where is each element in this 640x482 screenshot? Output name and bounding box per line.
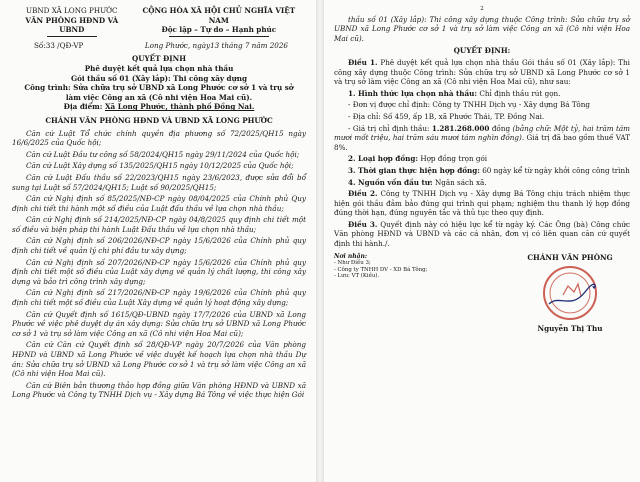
legal-basis: Căn cứ Quyết định số 1615/QĐ-UBND ngày 17/7/2026 của UBND xã Long Phước về việc phê duyệt dự án xây dựng: Sửa chữa trụ sở UBND xã Long Phước cơ sở 1 và trụ sở làm việc Công an xã (Cô nhi viện Hoa Mai cũ); <box>12 309 306 338</box>
article-3-label: Điều 3. <box>348 219 378 229</box>
legal-basis: Căn cứ Luật Đấu thầu số 22/2023/QH15 ngày 23/6/2023, được sửa đổi bổ sung tại Luật số 57/2024/QH15; Luật số 90/2025/QH15; <box>12 172 306 192</box>
price-words: (bằng chữ: Một tỷ, hai trăm tám mươi mốt triệu, hai trăm sáu mươi tám nghìn đồng). <box>334 123 630 143</box>
article-3-text: Quyết định này có hiệu lực kể từ ngày ký. Các Ông (bà) Công chức Văn phòng HĐND và UBND và các cá nhân, đơn vị có liên quan căn cứ quyết định thi hành./. <box>334 219 630 249</box>
article-1-label: Điều 1. <box>348 57 378 67</box>
recipient: - Như Điều 3; <box>334 260 371 267</box>
agency-underline <box>47 36 97 37</box>
doc-type: QUYẾT ĐỊNH <box>132 54 186 64</box>
article-2 <box>334 189 630 218</box>
legal-basis: Căn cứ Luật Đầu tư công số 58/2024/QH15 ngày 29/11/2024 của Quốc hội; <box>26 149 300 159</box>
national-motto <box>132 6 306 37</box>
signer-title: CHÁNH VĂN PHÒNG <box>527 252 613 262</box>
agency-line-2: VĂN PHÒNG HĐND VÀ UBND <box>25 15 119 35</box>
seal-graphic <box>541 264 599 322</box>
doc-meta <box>12 41 306 51</box>
item-1-label: 1. Hình thức lựa chọn nhà thầu: <box>348 88 478 98</box>
price-unit: đồng <box>491 123 511 133</box>
legal-basis: Căn cứ Nghị định số 85/2025/NĐ-CP ngày 08/04/2025 của Chính phủ Quy định chi tiết thi hành một số điều của Luật đấu thầu về lựa chọn nhà thầu; <box>12 194 306 213</box>
title-line-1: Phê duyệt kết quả lựa chọn nhà thầu <box>84 63 234 73</box>
article-2-text: Công ty TNHH Dịch vụ - Xây dựng Bá Tông chịu trách nhiệm thực hiện gói thầu đảm bảo đúng qui trình qui phạm; nghiệm thu thanh lý hợp đồng đúng thời hạn, đúng nguyên tắc và thủ tục theo quy định. <box>334 189 630 218</box>
article-1-text: Phê duyệt kết quả lựa chọn nhà thầu Gói thầu số 01 (Xây lắp): Thi công xây dựng thuộc Công trình: Sửa chữa trụ sở UBND xã Long Phước cơ sở 1 và trụ sở làm việc Công an xã (Cô nhi viện Hoa Mai cũ), như sau: <box>334 57 630 87</box>
price-value: 1.281.268.000 <box>431 123 490 133</box>
price-vat: Giá trị đã bao gồm thuế VAT 8%. <box>334 133 630 152</box>
title-line-5 <box>12 102 306 112</box>
legal-basis: Căn cứ Luật Xây dựng số 135/2025/QH15 ngày 10/12/2025 của Quốc hội; <box>26 161 294 171</box>
issuing-agency <box>12 6 132 37</box>
place-date: Long Phước, ngày13 tháng 7 năm 2026 <box>144 40 288 50</box>
signer-name: Nguyễn Thị Thu <box>537 324 603 334</box>
location-label: Địa điểm: <box>63 102 103 112</box>
item-3-label: 3. Thời gian thực hiện hợp đồng: <box>348 165 480 175</box>
doc-title-block <box>12 54 306 112</box>
recipient: - Lưu: VT (Kiều). <box>334 273 380 280</box>
title-line-4: làm việc Công an xã (Cô nhi viện Hoa Mai cũ). <box>65 92 253 102</box>
title-line-2: Gói thầu số 01 (Xây lắp): Thi công xây dựng <box>70 73 248 83</box>
nation-line-2: Độc lập – Tự do – Hạnh phúc <box>161 25 277 35</box>
recipients-block <box>334 253 484 334</box>
location-value: Xã Long Phước, thành phố Đồng Nai. <box>104 102 255 112</box>
item-3 <box>334 166 630 176</box>
legal-basis: Căn cứ Căn cứ Quyết định số 28/QĐ-VP ngày 20/7/2026 của Văn phòng HĐND và UBND xã Long Phước về việc duyệt kế hoạch lựa chọn nhà thầu Dự án: Sửa chữa trụ sở UBND xã Long Phước cơ sở 1 và trụ sở làm việc Công an xã (Cô nhi viện Hoa Mai cũ). <box>12 340 306 379</box>
legal-bases <box>12 129 306 400</box>
item-2-value: Hợp đồng trọn gói <box>420 154 488 164</box>
agency-line-1: UBND XÃ LONG PHƯỚC <box>26 6 118 15</box>
signature-block <box>510 253 630 334</box>
item-4 <box>334 178 630 188</box>
title-line-3: Công trình: Sửa chữa trụ sở UBND xã Long Phước cơ sở 1 và trụ sở <box>24 83 294 93</box>
recipient: - Công ty TNHH DV - XD Bá Tông; <box>334 266 428 273</box>
item-3-value: 60 ngày kể từ ngày khởi công công trình <box>482 165 630 175</box>
recipients-label: Nơi nhận: <box>334 252 368 260</box>
intro-paragraph: thầu số 01 (Xây lắp): Thi công xây dựng thuộc Công trình: Sửa chữa trụ sở UBND xã Long Phước cơ sở 1 và trụ sở làm việc Công an xã (Cô nhi viện Hoa Mai cũ). <box>334 14 630 43</box>
nation-line-1: CỘNG HÒA XÃ HỘI CHỦ NGHĨA VIỆT NAM <box>142 6 296 25</box>
item-1 <box>334 89 630 99</box>
legal-basis: Căn cứ Luật Tổ chức chính quyền địa phương số 72/2025/QH15 ngày 16/6/2025 của Quốc hội; <box>12 128 306 148</box>
article-1 <box>334 58 630 87</box>
motto-underline <box>169 36 269 37</box>
authority-heading: CHÁNH VĂN PHÒNG HĐND VÀ UBND XÃ LONG PHƯỚC <box>45 115 273 125</box>
legal-basis: Căn cứ Nghị định số 207/2026/NĐ-CP ngày 15/6/2026 của Chính phủ quy định chi tiết một số điều của Luật xây dựng về quản lý chất lượng, thi công xây dựng và bảo trì công trình xây dựng; <box>12 257 306 286</box>
legal-basis: Căn cứ Nghị định số 214/2025/NĐ-CP ngày 04/8/2025 quy định chi tiết một số điều và biện pháp thi hành Luật Đấu thầu về lựa chọn nhà thầu; <box>12 215 306 234</box>
signature-area <box>334 253 630 334</box>
article-2-label: Điều 2. <box>348 189 378 199</box>
item-2 <box>334 154 630 164</box>
doc-number: Số:33 /QĐ-VP <box>34 40 84 50</box>
page-gutter <box>316 0 324 482</box>
official-seal <box>541 264 599 322</box>
page-number: 2 <box>480 6 484 12</box>
page-2 <box>324 0 640 482</box>
contractor-line: - Đơn vị được chỉ định: Công ty TNHH Dịch vụ - Xây dựng Bá Tông <box>348 100 590 110</box>
page-1 <box>0 0 316 482</box>
item-2-label: 2. Loại hợp đồng: <box>348 154 419 164</box>
item-1-value: Chỉ định thầu rút gọn. <box>479 88 561 98</box>
article-3 <box>334 220 630 249</box>
price-prefix: - Giá trị chỉ định thầu: <box>348 123 430 133</box>
price-line <box>334 124 630 153</box>
legal-basis: Căn cứ Nghị định số 206/2026/NĐ-CP ngày 15/6/2026 của Chính phủ quy định chi tiết về quản lý chi phí đầu tư xây dựng; <box>12 236 306 256</box>
decide-heading: QUYẾT ĐỊNH: <box>453 46 511 56</box>
item-4-label: 4. Nguồn vốn đầu tư: <box>348 177 433 187</box>
address-line: - Địa chỉ: Số 459, ấp 1B, xã Phước Thái, TP. Đồng Nai. <box>348 111 545 121</box>
item-4-value: Ngân sách xã. <box>434 177 487 187</box>
legal-basis: Căn cứ Biên bản thương thảo hợp đồng giữa Văn phòng HĐND và UBND xã Long Phước và Công ty TNHH Dịch vụ - Xây dựng Bá Tông về việc thực hiện Gói <box>12 380 306 400</box>
document-header <box>12 6 306 37</box>
legal-basis: Căn cứ Nghị định số 217/2026/NĐ-CP ngày 19/6/2026 của Chính phủ quy định chi tiết một số điều của Luật Xây dựng về quản lý hoạt động xây dựng; <box>12 288 306 308</box>
